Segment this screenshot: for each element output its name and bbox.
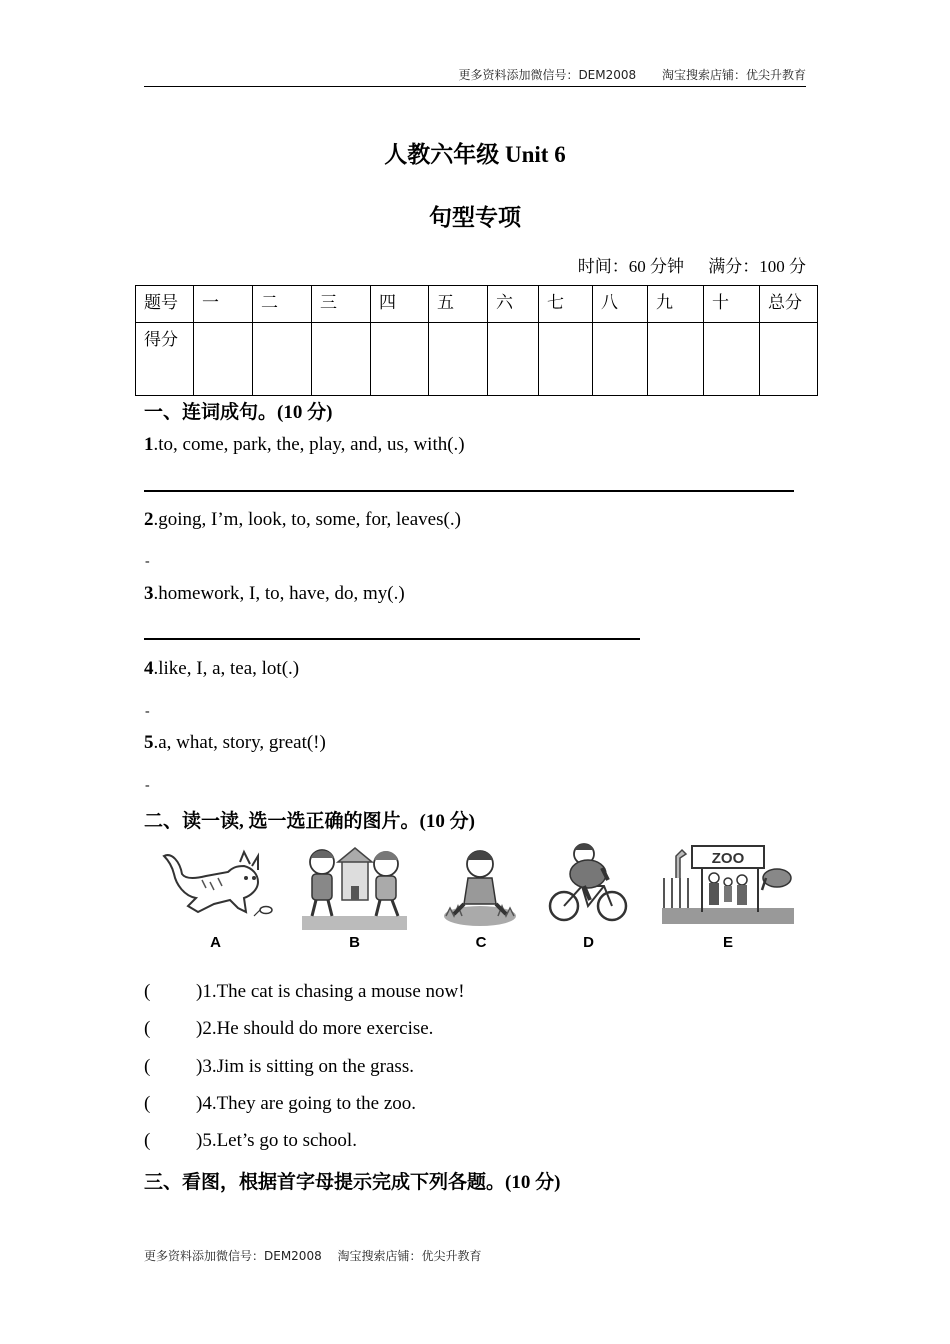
question-number: 1 [144, 434, 154, 455]
footer-wechat: 更多资料添加微信号：DEM2008 [144, 1249, 322, 1263]
score-cell[interactable] [194, 323, 253, 396]
score-table-header: 四 [371, 286, 429, 323]
answer-blank[interactable]: ( [144, 1130, 151, 1151]
score-table-header: 一 [194, 286, 253, 323]
picture-label: A [210, 934, 221, 951]
exam-full-score: 满分：100 分 [708, 257, 806, 276]
question-5 [144, 732, 326, 754]
question-3 [144, 583, 405, 605]
answer-line-1[interactable] [144, 490, 794, 492]
picture-label: B [349, 934, 360, 951]
page-subtitle: 句型专项 [429, 205, 521, 230]
section3-title: 三、看图，根据首字母提示完成下列各题。(10 分) [144, 1172, 561, 1193]
section1-title: 一、连词成句。(10 分) [144, 402, 333, 423]
picture-d [546, 842, 631, 960]
answer-line-4[interactable]: - [145, 704, 150, 719]
picture-b [302, 842, 407, 960]
option-5 [144, 1130, 357, 1152]
answer-blank[interactable]: ( [144, 1056, 151, 1077]
score-table-header: 十 [704, 286, 760, 323]
answer-blank[interactable]: ( [144, 1018, 151, 1039]
score-table [135, 285, 818, 396]
score-table-header: 二 [253, 286, 312, 323]
answer-line-2[interactable]: - [145, 554, 150, 569]
header-wechat: 更多资料添加微信号：DEM2008 [458, 68, 637, 82]
picture-a [158, 842, 273, 960]
score-cell[interactable] [760, 323, 818, 396]
score-cell[interactable] [312, 323, 371, 396]
score-cell[interactable] [593, 323, 648, 396]
score-cell[interactable] [429, 323, 488, 396]
score-cell[interactable] [488, 323, 539, 396]
answer-line-5[interactable]: - [145, 778, 150, 793]
option-text: )2.He should do more exercise. [196, 1018, 434, 1039]
score-table-header: 题号 [136, 286, 194, 323]
header-shop: 淘宝搜索店铺：优尖升教育 [661, 68, 806, 82]
picture-label: C [475, 934, 487, 951]
picture-label: D [583, 934, 594, 951]
section2-title: 二、读一读, 选一选正确的图片。(10 分) [144, 811, 475, 832]
answer-blank[interactable]: ( [144, 1093, 151, 1114]
score-cell[interactable] [371, 323, 429, 396]
option-4 [144, 1093, 416, 1115]
score-cell[interactable] [253, 323, 312, 396]
cat-chasing-mouse-icon [158, 842, 273, 930]
question-1 [144, 434, 465, 456]
children-going-to-school-icon [302, 842, 407, 930]
score-table-header: 三 [312, 286, 371, 323]
question-number: 5 [144, 732, 154, 753]
exam-time: 时间：60 分钟 [577, 257, 684, 276]
picture-c [442, 842, 520, 960]
zoo-sign-text: ZOO [711, 850, 745, 867]
question-2 [144, 509, 461, 531]
picture-e [662, 842, 794, 960]
picture-options [150, 842, 800, 960]
question-text: .homework, I, to, have, do, my(.) [153, 583, 405, 604]
score-cell[interactable] [648, 323, 704, 396]
score-table-header: 八 [593, 286, 648, 323]
score-cell[interactable] [539, 323, 593, 396]
question-4 [144, 658, 299, 680]
exam-meta [558, 252, 806, 277]
question-text: .to, come, park, the, play, and, us, with(.) [153, 434, 465, 455]
score-row-label: 得分 [136, 323, 194, 396]
picture-label: E [722, 934, 733, 951]
family-at-zoo-icon [662, 842, 794, 930]
option-text: )5.Let’s go to school. [196, 1130, 357, 1151]
option-1 [144, 981, 465, 1003]
option-text: )4.They are going to the zoo. [196, 1093, 417, 1114]
question-text: .a, what, story, great(!) [153, 732, 326, 753]
page-header [144, 66, 806, 87]
question-number: 2 [144, 509, 154, 530]
page-footer [144, 1247, 482, 1264]
option-2 [144, 1018, 433, 1040]
man-riding-bicycle-icon [546, 842, 631, 930]
score-table-header: 九 [648, 286, 704, 323]
question-number: 3 [144, 583, 154, 604]
answer-blank[interactable]: ( [144, 981, 151, 1002]
score-table-header: 七 [539, 286, 593, 323]
option-3 [144, 1056, 414, 1078]
question-text: .going, I’m, look, to, some, for, leaves(.) [153, 509, 461, 530]
score-cell[interactable] [704, 323, 760, 396]
answer-line-3[interactable] [144, 638, 640, 640]
boy-sitting-on-grass-icon [442, 842, 520, 930]
question-text: .like, I, a, tea, lot(.) [153, 658, 300, 679]
score-table-header: 总分 [760, 286, 818, 323]
option-text: )1.The cat is chasing a mouse now! [196, 981, 465, 1002]
score-table-header: 六 [488, 286, 539, 323]
footer-shop: 淘宝搜索店铺：优尖升教育 [337, 1249, 482, 1263]
question-number: 4 [144, 658, 154, 679]
score-table-header: 五 [429, 286, 488, 323]
page-title: 人教六年级 Unit 6 [384, 142, 566, 167]
option-text: )3.Jim is sitting on the grass. [196, 1056, 414, 1077]
